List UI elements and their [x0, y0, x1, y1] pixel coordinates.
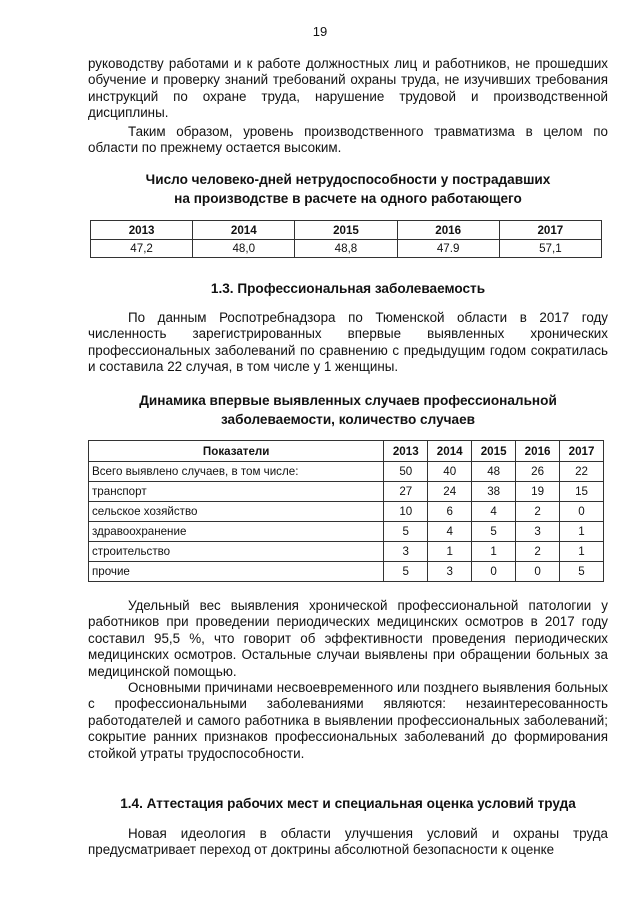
- table1-value: 47.9: [397, 240, 499, 258]
- row-value: 6: [428, 502, 472, 522]
- paragraph-6: Новая идеология в области улучшения условий и охраны труда предусматривает переход от доктрины абсолютной безопасности к оценке: [88, 826, 608, 858]
- row-value: 10: [384, 502, 428, 522]
- row-value: 5: [472, 522, 516, 542]
- table1-year: 2016: [397, 221, 499, 240]
- table1-year: 2015: [295, 221, 397, 240]
- paragraph-3: По данным Роспотребнадзора по Тюменской области в 2017 году численность зарегистрированных впервые выявленных хронических профессиональных заболеваний по сравнению с предыдущим годом сократилась и составила 22 случая, в том числе у 1 женщины.: [88, 310, 608, 375]
- row-value: 26: [516, 462, 560, 482]
- row-value: 27: [384, 482, 428, 502]
- row-value: 5: [560, 562, 604, 582]
- paragraph-2: Таким образом, уровень производственного травматизма в целом по области по прежнему остается высоким.: [88, 124, 608, 156]
- row-label: прочие: [89, 562, 384, 582]
- row-label: здравоохранение: [89, 522, 384, 542]
- table-row: [89, 502, 604, 522]
- paragraph-1: руководству работами и к работе должностных лиц и работников, не прошедших обучение и проверку знаний требований охраны труда, не изучивших требования инструкций по охране труда, нарушение трудовой и производственной дисциплины.: [88, 56, 608, 121]
- table2-header-cell: 2016: [516, 441, 560, 462]
- row-label: сельское хозяйство: [89, 502, 384, 522]
- row-value: 48: [472, 462, 516, 482]
- row-value: 1: [560, 542, 604, 562]
- table2-header-cell: 2015: [472, 441, 516, 462]
- row-value: 3: [428, 562, 472, 582]
- table1-value: 48,8: [295, 240, 397, 258]
- table-row: [89, 482, 604, 502]
- row-value: 24: [428, 482, 472, 502]
- table1-title-line1: Число человеко-дней нетрудоспособности у пострадавших: [145, 172, 551, 187]
- row-value: 0: [472, 562, 516, 582]
- table-row: [89, 522, 604, 542]
- table1-value: 57,1: [499, 240, 601, 258]
- row-value: 5: [384, 562, 428, 582]
- table2-header-cell: 2014: [428, 441, 472, 462]
- row-value: 2: [516, 542, 560, 562]
- table2-header-cell: 2013: [384, 441, 428, 462]
- row-value: 22: [560, 462, 604, 482]
- row-value: 0: [560, 502, 604, 522]
- paragraph-4: Удельный вес выявления хронической профессиональной патологии у работников при проведении периодических медицинских осмотров в 2017 году составил 95,5 %, что говорит об эффективности проведения периодических медицинских осмотров. Остальные случаи выявлены при обращении больных за медицинской помощью.: [88, 598, 608, 679]
- row-value: 0: [516, 562, 560, 582]
- table1-title: [88, 170, 608, 208]
- row-value: 4: [472, 502, 516, 522]
- table2-header-row: [89, 441, 604, 462]
- table2-header-cell: 2017: [560, 441, 604, 462]
- section-1-4-heading: 1.4. Аттестация рабочих мест и специальная оценка условий труда: [120, 796, 576, 811]
- table1-values-row: [91, 240, 602, 258]
- row-value: 4: [428, 522, 472, 542]
- row-value: 5: [384, 522, 428, 542]
- table1-value: 48,0: [193, 240, 295, 258]
- table2-title-line2: заболеваемости, количество случаев: [220, 412, 476, 427]
- table1-title-line2: на производстве в расчете на одного работающего: [174, 191, 522, 206]
- paragraph-5: Основными причинами несвоевременного или позднего выявления больных с профессиональными заболеваниями являются: незаинтересованность работодателей и самого работника в выявлении профессиональных заболеваний; сокрытие ранних признаков профессиональных заболеваний до формирования стойкой утраты трудоспособности.: [88, 680, 608, 761]
- page-number: 19: [312, 24, 328, 39]
- row-value: 40: [428, 462, 472, 482]
- section-1-3-heading: 1.3. Профессиональная заболеваемость: [210, 281, 486, 296]
- table1-header-row: [91, 221, 602, 240]
- row-value: 19: [516, 482, 560, 502]
- table2-title: [88, 391, 608, 429]
- table-row: [89, 562, 604, 582]
- table-row: [89, 462, 604, 482]
- table-row: [89, 542, 604, 562]
- table1-year: 2017: [499, 221, 601, 240]
- row-value: 1: [428, 542, 472, 562]
- table1-year: 2014: [193, 221, 295, 240]
- row-value: 38: [472, 482, 516, 502]
- row-value: 1: [560, 522, 604, 542]
- row-value: 2: [516, 502, 560, 522]
- row-value: 3: [384, 542, 428, 562]
- row-value: 50: [384, 462, 428, 482]
- row-value: 3: [516, 522, 560, 542]
- table2-header-cell: Показатели: [89, 441, 384, 462]
- table1-year: 2013: [91, 221, 193, 240]
- table-occupational-disease: [88, 440, 604, 582]
- row-label: Всего выявлено случаев, в том числе:: [89, 462, 384, 482]
- row-value: 15: [560, 482, 604, 502]
- row-label: строительство: [89, 542, 384, 562]
- table-sick-days: [90, 220, 602, 258]
- row-value: 1: [472, 542, 516, 562]
- row-label: транспорт: [89, 482, 384, 502]
- table2-title-line1: Динамика впервые выявленных случаев профессиональной: [139, 393, 557, 408]
- table1-value: 47,2: [91, 240, 193, 258]
